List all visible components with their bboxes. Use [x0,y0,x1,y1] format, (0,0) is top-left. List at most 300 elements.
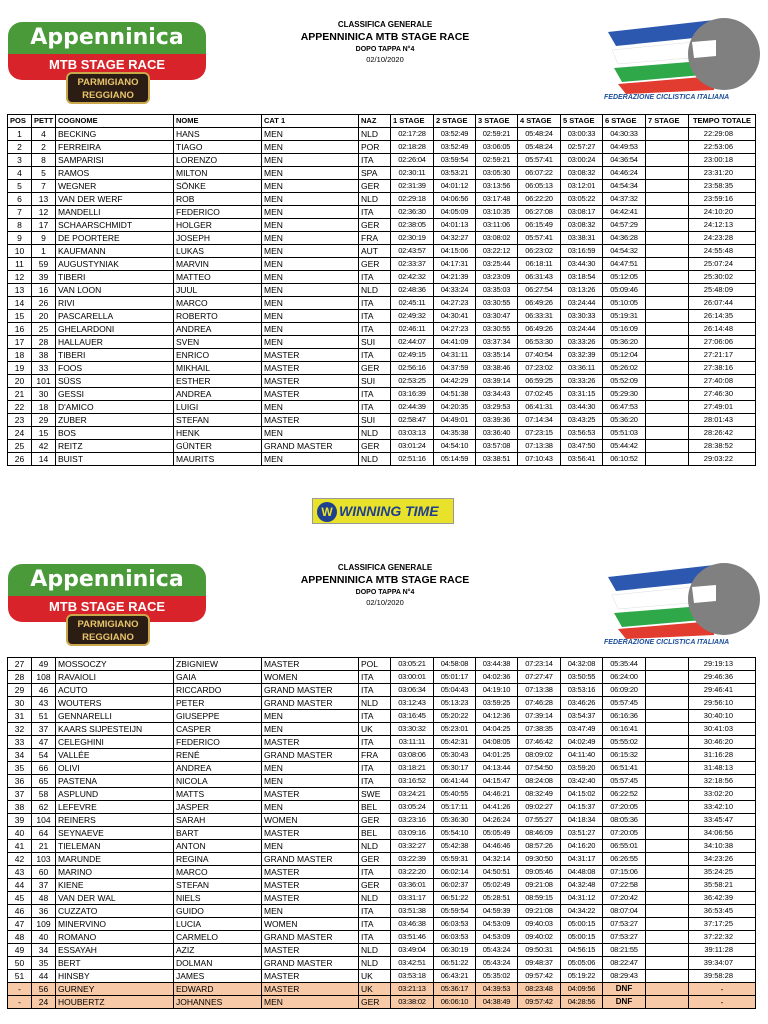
cell-cognome: FOOS [56,362,174,375]
table-row [8,814,756,827]
cell-cognome: KAUFMANN [56,245,174,258]
cell-stage-6: 07:15:06 [603,866,646,879]
table-row [8,840,756,853]
cell-stage-1: 02:58:47 [391,414,434,427]
cell-stage-1: 02:26:04 [391,154,434,167]
cell-stage-2: 06:02:37 [434,879,476,892]
cell-nome: JASPER [174,801,262,814]
cell-cognome: ACUTO [56,684,174,697]
cell-stage-4: 06:05:13 [518,180,561,193]
results-date: 02/10/2020 [366,598,404,607]
cell-pett: 29 [32,414,56,427]
cell-cat: MEN [262,427,359,440]
cell-stage-1: 03:22:39 [391,853,434,866]
cell-nome: REGINA [174,853,262,866]
cell-naz: NLD [359,427,391,440]
table-row [8,206,756,219]
cell-stage-2: 04:17:31 [434,258,476,271]
cell-cognome: ROMANO [56,931,174,944]
cell-tempo-totale: 37:17:25 [689,918,756,931]
cell-pett: 60 [32,866,56,879]
cell-cat: MEN [262,206,359,219]
cell-stage-6: 05:12:05 [603,271,646,284]
col-pos: POS [8,115,32,128]
federation-name: FEDERAZIONE CICLISTICA ITALIANA [604,639,730,646]
cell-cat: GRAND MASTER [262,684,359,697]
col-stage-6: 6 STAGE [603,115,646,128]
cell-cat: MEN [262,310,359,323]
cell-naz: SWE [359,788,391,801]
table-row [8,141,756,154]
cell-cat: WOMEN [262,814,359,827]
table-row [8,453,756,466]
cell-cat: MASTER [262,866,359,879]
cell-stage-3: 03:35:03 [476,284,518,297]
cell-stage-2: 05:30:17 [434,762,476,775]
cell-stage-1: 02:46:11 [391,323,434,336]
cell-pos: 6 [8,193,32,206]
cell-stage-4: 06:22:20 [518,193,561,206]
cell-tempo-totale: 29:46:41 [689,684,756,697]
cell-tempo-totale: 23:00:18 [689,154,756,167]
cell-stage-6: 07:53:27 [603,931,646,944]
cell-stage-3: 03:13:56 [476,180,518,193]
cell-nome: STEFAN [174,414,262,427]
cell-stage-7 [646,736,689,749]
cell-naz: SUI [359,414,391,427]
cell-pett: 20 [32,310,56,323]
cell-stage-4: 09:48:37 [518,957,561,970]
cell-tempo-totale: 31:48:13 [689,762,756,775]
table-row [8,297,756,310]
cell-pos: 14 [8,297,32,310]
cell-stage-5: 03:36:11 [561,362,603,375]
cell-stage-1: 02:53:25 [391,375,434,388]
winning-time-icon: W [317,502,337,522]
cell-naz: SPA [359,167,391,180]
cell-stage-4: 07:40:54 [518,349,561,362]
cell-stage-3: 04:04:25 [476,723,518,736]
cell-nome: RICCARDO [174,684,262,697]
cell-stage-4: 08:57:26 [518,840,561,853]
cell-naz: GER [359,440,391,453]
cell-stage-4: 07:02:45 [518,388,561,401]
results-table-2 [7,657,756,1009]
cell-stage-3: 03:17:48 [476,193,518,206]
cell-pos: - [8,996,32,1009]
table-row [8,983,756,996]
cell-tempo-totale: 24:10:20 [689,206,756,219]
cell-stage-3: 03:10:35 [476,206,518,219]
cell-stage-1: 02:48:36 [391,284,434,297]
cell-stage-1: 03:21:13 [391,983,434,996]
cell-cognome: ASPLUND [56,788,174,801]
fci-emblem [604,563,762,639]
cell-cat: GRAND MASTER [262,853,359,866]
cell-stage-4: 07:13:38 [518,684,561,697]
cell-stage-1: 03:00:01 [391,671,434,684]
cell-stage-7 [646,866,689,879]
cell-pett: 36 [32,905,56,918]
cell-stage-5: 03:56:53 [561,427,603,440]
cell-pett: 48 [32,892,56,905]
cell-stage-6: 06:15:32 [603,749,646,762]
cell-stage-3: 05:28:51 [476,892,518,905]
table-row [8,710,756,723]
cell-pett: 109 [32,918,56,931]
cell-pett: 47 [32,736,56,749]
cell-stage-2: 04:01:13 [434,219,476,232]
cell-pett: 49 [32,658,56,671]
cell-stage-6: 04:54:32 [603,245,646,258]
cell-stage-4: 07:14:34 [518,414,561,427]
cell-stage-2: 06:03:53 [434,931,476,944]
cell-tempo-totale: 27:21:17 [689,349,756,362]
cell-stage-2: 04:32:27 [434,232,476,245]
cell-stage-7 [646,193,689,206]
cell-pett: 40 [32,931,56,944]
cell-nome: ROBERTO [174,310,262,323]
col-stage-1: 1 STAGE [391,115,434,128]
cell-nome: ENRICO [174,349,262,362]
cell-pett: 30 [32,388,56,401]
cell-stage-2: 04:42:29 [434,375,476,388]
cell-cognome: VAN DER WERF [56,193,174,206]
cell-cognome: TIBERI [56,271,174,284]
cell-tempo-totale: 29:46:36 [689,671,756,684]
cell-cognome: WEGNER [56,180,174,193]
cell-stage-5: 03:47:50 [561,440,603,453]
cell-stage-2: 04:41:09 [434,336,476,349]
cell-pett: 28 [32,336,56,349]
cell-naz: GER [359,180,391,193]
cell-tempo-totale: 33:42:10 [689,801,756,814]
cell-stage-3: 05:02:49 [476,879,518,892]
cell-naz: NLD [359,453,391,466]
cell-stage-3: 04:53:09 [476,918,518,931]
cell-stage-6: 08:29:43 [603,970,646,983]
cell-stage-1: 02:30:19 [391,232,434,245]
classifica-label: CLASSIFICA GENERALE [337,563,433,572]
cell-stage-7 [646,323,689,336]
cell-stage-2: 03:53:21 [434,167,476,180]
fci-logo [604,563,762,651]
cell-cat: MASTER [262,892,359,905]
cell-stage-1: 03:24:21 [391,788,434,801]
cell-naz: ITA [359,323,391,336]
cell-pos: 42 [8,853,32,866]
cell-stage-4: 06:07:22 [518,167,561,180]
cell-stage-3: 03:22:12 [476,245,518,258]
cell-cognome: RAMOS [56,167,174,180]
cell-stage-4: 06:27:54 [518,284,561,297]
cell-tempo-totale: 27:06:06 [689,336,756,349]
cell-stage-7 [646,840,689,853]
cell-stage-5: 03:24:44 [561,297,603,310]
cell-naz: ITA [359,671,391,684]
cell-cognome: OLIVI [56,762,174,775]
cell-tempo-totale: 26:14:35 [689,310,756,323]
cell-stage-6: 05:26:02 [603,362,646,375]
cell-tempo-totale: 27:46:30 [689,388,756,401]
cell-cognome: MARINO [56,866,174,879]
after-stage-label: DOPO TAPPA N°4 [355,46,415,53]
cell-stage-7 [646,944,689,957]
cell-pos: 17 [8,336,32,349]
cell-tempo-totale: 33:45:47 [689,814,756,827]
cell-stage-1: 03:49:04 [391,944,434,957]
cell-stage-6: 05:16:09 [603,323,646,336]
cell-stage-5: 03:54:37 [561,710,603,723]
cell-pos: 40 [8,827,32,840]
cell-cat: MEN [262,323,359,336]
cell-stage-6: DNF [603,983,646,996]
cell-nome: HANS [174,128,262,141]
cell-stage-4: 08:59:15 [518,892,561,905]
cell-stage-7 [646,710,689,723]
results-date: 02/10/2020 [366,55,404,64]
cell-stage-4: 06:41:31 [518,401,561,414]
cell-naz: UK [359,723,391,736]
cell-stage-7 [646,905,689,918]
table-row [8,219,756,232]
cell-stage-7 [646,658,689,671]
cell-stage-6: 07:20:42 [603,892,646,905]
cell-cat: MEN [262,154,359,167]
cell-stage-2: 04:20:35 [434,401,476,414]
cell-stage-1: 03:36:01 [391,879,434,892]
cell-pos: 23 [8,414,32,427]
cell-cat: MASTER [262,658,359,671]
cell-cognome: SÜSS [56,375,174,388]
cell-naz: NLD [359,128,391,141]
cell-cat: MEN [262,723,359,736]
cell-stage-4: 09:21:08 [518,879,561,892]
cell-naz: GER [359,879,391,892]
cell-pett: 17 [32,219,56,232]
col-pett: PETT [32,115,56,128]
cell-pett: 39 [32,271,56,284]
table-row [8,427,756,440]
cell-tempo-totale: 22:29:08 [689,128,756,141]
cell-cat: MEN [262,258,359,271]
cell-pett: 54 [32,749,56,762]
cell-stage-1: 03:31:17 [391,892,434,905]
cell-cognome: GURNEY [56,983,174,996]
cell-stage-3: 03:38:51 [476,453,518,466]
table-row [8,775,756,788]
table-row [8,180,756,193]
results-page-2 [0,555,768,1024]
cell-stage-6: 05:44:42 [603,440,646,453]
cell-tempo-totale: 25:48:09 [689,284,756,297]
cell-stage-4: 09:02:27 [518,801,561,814]
cell-naz: SUI [359,375,391,388]
race-title: APPENNINICA MTB STAGE RACE [300,31,470,43]
cell-stage-1: 03:42:51 [391,957,434,970]
cell-tempo-totale: 30:40:10 [689,710,756,723]
cell-stage-7 [646,245,689,258]
cell-pos: 45 [8,892,32,905]
cell-tempo-totale: 28:01:43 [689,414,756,427]
cell-stage-4: 09:57:42 [518,970,561,983]
cell-stage-6: 04:46:24 [603,167,646,180]
cell-cognome: FERREIRA [56,141,174,154]
cell-stage-6: 05:19:31 [603,310,646,323]
cell-nome: LUIGI [174,401,262,414]
cell-tempo-totale: 27:40:08 [689,375,756,388]
cell-stage-4: 05:57:41 [518,154,561,167]
cell-stage-6: 08:22:47 [603,957,646,970]
cell-nome: LUCIA [174,918,262,931]
cell-cat: MASTER [262,944,359,957]
cell-stage-2: 05:01:17 [434,671,476,684]
table-row [8,401,756,414]
cell-nome: SARAH [174,814,262,827]
cell-cat: MASTER [262,736,359,749]
table-row [8,996,756,1009]
table-row [8,723,756,736]
cell-nome: SVEN [174,336,262,349]
cell-tempo-totale: 22:53:06 [689,141,756,154]
cell-stage-3: 04:46:46 [476,840,518,853]
cell-nome: AZIZ [174,944,262,957]
cell-stage-7 [646,219,689,232]
table-row [8,154,756,167]
cell-stage-3: 03:25:44 [476,258,518,271]
cell-pos: 49 [8,944,32,957]
cell-nome: MILTON [174,167,262,180]
cell-cognome: VALLÉE [56,749,174,762]
cell-cat: MEN [262,710,359,723]
cell-stage-3: 05:05:49 [476,827,518,840]
cell-stage-7 [646,440,689,453]
cell-stage-3: 03:23:09 [476,271,518,284]
cell-pett: 44 [32,970,56,983]
cell-pos: 20 [8,375,32,388]
cell-cat: MASTER [262,375,359,388]
cell-stage-3: 04:08:05 [476,736,518,749]
cell-pos: 51 [8,970,32,983]
cell-stage-4: 07:46:28 [518,697,561,710]
cell-stage-3: 04:53:09 [476,931,518,944]
cell-tempo-totale: 35:58:21 [689,879,756,892]
cell-pos: 11 [8,258,32,271]
cell-nome: ROB [174,193,262,206]
cell-stage-3: 04:41:26 [476,801,518,814]
cell-nome: CARMELO [174,931,262,944]
cell-cognome: DE POORTERE [56,232,174,245]
cell-stage-1: 02:31:39 [391,180,434,193]
cell-cat: MEN [262,336,359,349]
cell-cognome: REITZ [56,440,174,453]
table-row [8,310,756,323]
cell-cat: MEN [262,453,359,466]
sponsor-line-1: PARMIGIANO [77,77,139,88]
cell-stage-4: 07:23:14 [518,658,561,671]
cell-stage-4: 07:13:38 [518,440,561,453]
cell-tempo-totale: 31:16:28 [689,749,756,762]
cell-tempo-totale: 23:31:20 [689,167,756,180]
table-row [8,931,756,944]
cell-stage-3: 04:39:53 [476,983,518,996]
cell-naz: ITA [359,271,391,284]
cell-stage-1: 02:38:05 [391,219,434,232]
cell-stage-5: 03:47:49 [561,723,603,736]
cell-cat: MASTER [262,827,359,840]
cell-stage-2: 04:15:06 [434,245,476,258]
cell-stage-6: 04:47:51 [603,258,646,271]
cell-stage-1: 02:51:16 [391,453,434,466]
cell-nome: NIELS [174,892,262,905]
cell-cognome: KAARS SIJPESTEIJN [56,723,174,736]
cell-stage-7 [646,957,689,970]
cell-stage-3: 03:39:14 [476,375,518,388]
cell-stage-2: 04:54:10 [434,440,476,453]
cell-stage-7 [646,918,689,931]
cell-stage-6: 06:09:20 [603,684,646,697]
table-row [8,671,756,684]
cell-stage-2: 05:20:22 [434,710,476,723]
cell-cognome: TIBERI [56,349,174,362]
cell-stage-7 [646,788,689,801]
cell-cat: MASTER [262,970,359,983]
cell-cat: MEN [262,996,359,1009]
cell-cat: WOMEN [262,918,359,931]
cell-stage-5: 03:51:27 [561,827,603,840]
cell-stage-2: 05:13:23 [434,697,476,710]
cell-cognome: ZUBER [56,414,174,427]
cell-stage-2: 04:21:39 [434,271,476,284]
cell-pos: 26 [8,453,32,466]
table-body-2 [8,658,756,1009]
cell-stage-2: 05:42:38 [434,840,476,853]
cell-stage-6: 06:26:55 [603,853,646,866]
cell-stage-5: 03:08:32 [561,219,603,232]
cell-cognome: KIENE [56,879,174,892]
cell-pett: 7 [32,180,56,193]
col-stage-4: 4 STAGE [518,115,561,128]
cell-stage-1: 02:42:32 [391,271,434,284]
cell-tempo-totale: 28:26:42 [689,427,756,440]
cell-pos: 33 [8,736,32,749]
cell-stage-7 [646,310,689,323]
cell-stage-7 [646,853,689,866]
cell-stage-7 [646,983,689,996]
cell-stage-6: 06:47:53 [603,401,646,414]
cell-tempo-totale: 29:19:13 [689,658,756,671]
table-row [8,658,756,671]
cell-naz: ITA [359,388,391,401]
cell-stage-6: 04:42:41 [603,206,646,219]
cell-cat: GRAND MASTER [262,957,359,970]
logo-subtitle: MTB STAGE RACE [8,54,206,80]
cell-stage-5: 03:08:17 [561,206,603,219]
cell-stage-3: 04:15:47 [476,775,518,788]
cell-stage-1: 03:05:24 [391,801,434,814]
cell-stage-1: 03:23:16 [391,814,434,827]
cell-naz: GER [359,258,391,271]
table-row [8,336,756,349]
cell-stage-2: 03:52:49 [434,141,476,154]
table-row [8,414,756,427]
cell-nome: JAMES [174,970,262,983]
cell-pos: 50 [8,957,32,970]
cell-cat: MEN [262,232,359,245]
cell-stage-7 [646,284,689,297]
cell-stage-4: 07:23:02 [518,362,561,375]
cell-naz: GER [359,219,391,232]
